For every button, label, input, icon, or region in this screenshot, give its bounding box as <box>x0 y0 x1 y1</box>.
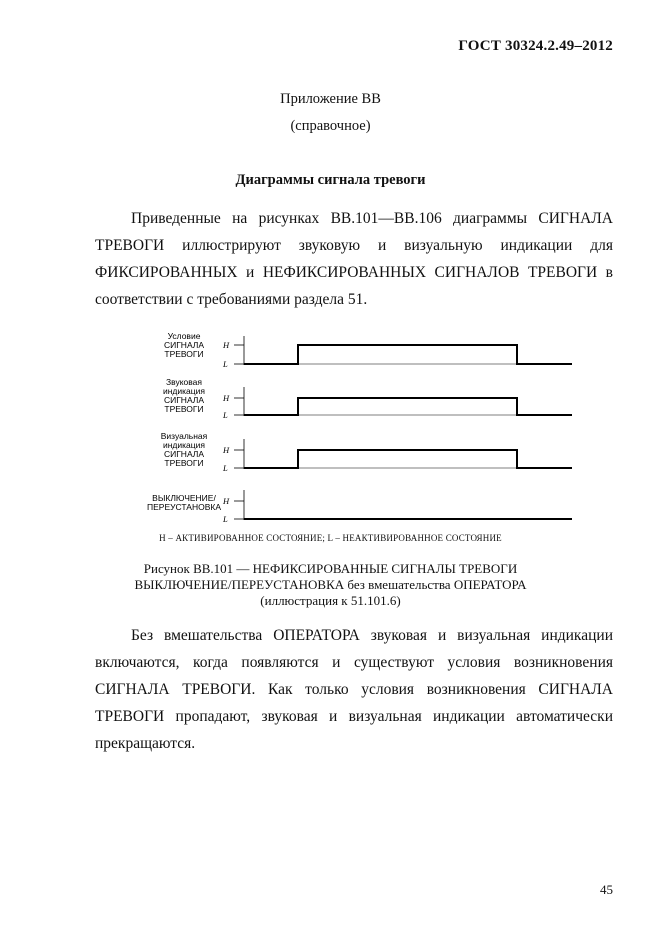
low-level-label: L <box>223 359 228 369</box>
row-label: Условие <box>167 331 201 341</box>
paragraph-line: включаются, когда появляются и существуют условия возникновения <box>95 654 613 671</box>
paragraph-line: Без вмешательства ОПЕРАТОРА звуковая и визуальная индикации <box>131 627 613 644</box>
paragraph-line: ТРЕВОГИ пропадают, звуковая и визуальная индикации автоматически <box>95 708 613 725</box>
paragraph-line: Приведенные на рисунках ВВ.101—ВВ.106 диаграммы СИГНАЛА <box>131 210 613 227</box>
high-level-label: H <box>223 496 230 506</box>
figure-caption-line2: ВЫКЛЮЧЕНИЕ/ПЕРЕУСТАНОВКА без вмешательства ОПЕРАТОРА <box>134 577 527 592</box>
low-level-label: L <box>223 463 228 473</box>
page-number: 45 <box>600 882 613 897</box>
paragraph-description <box>95 622 613 757</box>
alarm-signal-diagram <box>110 325 580 525</box>
high-level-label: H <box>223 445 230 455</box>
row-label: Визуальная <box>160 431 208 441</box>
row-label: СИГНАЛА <box>163 340 205 350</box>
paragraph-line: соответствии с требованиями раздела 51. <box>95 291 368 308</box>
figure-caption-reference: (иллюстрация к 51.101.6) <box>260 593 401 608</box>
row-label: индикация <box>162 386 206 396</box>
section-title: Диаграммы сигнала тревоги <box>235 172 426 188</box>
row-label: ТРЕВОГИ <box>164 458 204 468</box>
diagram-legend: H – АКТИВИРОВАННОЕ СОСТОЯНИЕ; L – НЕАКТИВИРОВАННОЕ СОСТОЯНИЕ <box>159 533 502 543</box>
high-level-label: H <box>223 393 230 403</box>
signal-waveform <box>244 450 572 468</box>
row-label: ПЕРЕУСТАНОВКА <box>147 502 221 512</box>
annex-title: Приложение ВВ <box>280 91 381 107</box>
row-label: СИГНАЛА <box>163 395 205 405</box>
row-label: ВЫКЛЮЧЕНИЕ/ <box>152 493 216 503</box>
signal-waveform <box>244 345 572 364</box>
row-label: индикация <box>162 440 206 450</box>
figure-caption: Рисунок ВВ.101 — НЕФИКСИРОВАННЫЕ СИГНАЛЫ ТРЕВОГИ <box>143 561 518 576</box>
paragraph-intro <box>95 205 613 313</box>
paragraph-line: прекращаются. <box>95 735 196 752</box>
row-label: Звуковая <box>165 377 203 387</box>
low-level-label: L <box>223 410 228 420</box>
paragraph-line: СИГНАЛА ТРЕВОГИ. Как только условия возникновения СИГНАЛА <box>95 681 613 698</box>
row-label: ТРЕВОГИ <box>164 404 204 414</box>
document-header-standard: ГОСТ 30324.2.49–2012 <box>458 38 613 54</box>
high-level-label: H <box>223 340 230 350</box>
paragraph-line: ТРЕВОГИ иллюстрируют звуковую и визуальную индикации для <box>95 237 613 254</box>
row-label: СИГНАЛА <box>163 449 205 459</box>
paragraph-line: ФИКСИРОВАННЫХ и НЕФИКСИРОВАННЫХ СИГНАЛОВ ТРЕВОГИ в <box>95 264 613 281</box>
annex-subtitle: (справочное) <box>290 118 371 134</box>
row-label: ТРЕВОГИ <box>164 349 204 359</box>
signal-waveform <box>244 398 572 415</box>
low-level-label: L <box>223 514 228 524</box>
